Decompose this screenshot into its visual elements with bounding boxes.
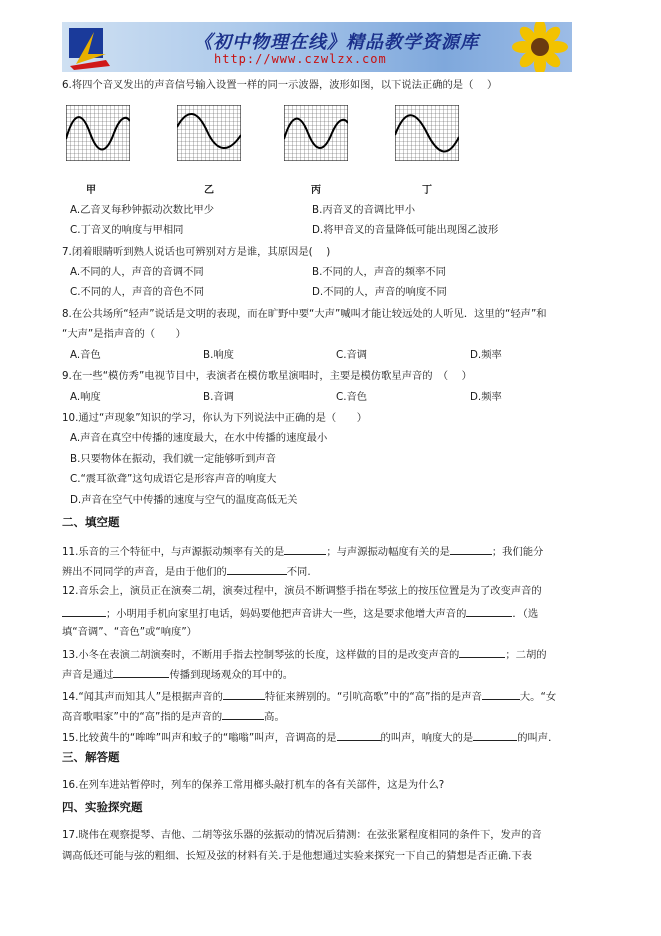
q7-option-a: A.不同的人，声音的音调不同 xyxy=(70,266,204,278)
q9-option-d: D.频率 xyxy=(470,391,502,403)
q12-line1: 12.音乐会上，演员正在演奏二胡，演奏过程中，演员不断调整手指在琴弦上的按压位置是为了改变声音的 xyxy=(62,585,542,597)
q15-text-2: 的叫声，响度大的是 xyxy=(380,732,474,744)
q13-text-2: ；二胡的 xyxy=(505,649,547,661)
waveform-ding xyxy=(395,105,459,161)
label-bing: 丙 xyxy=(311,185,321,196)
q10-option-c: C.“震耳欲聋”这句成语它是形容声音的响度大 xyxy=(70,473,277,485)
q9-stem: 9.在一些“模仿秀”电视节目中，表演者在模仿歌星演唱时，主要是模仿歌星声音的 （ ） xyxy=(62,370,472,382)
q13-text-4: 传播到现场观众的耳中的。 xyxy=(169,669,294,681)
q6-option-d: D.将甲音叉的音量降低可能出现图乙波形 xyxy=(312,224,499,236)
q7-option-d: D.不同的人，声音的响度不同 xyxy=(312,286,447,298)
q14-line2 xyxy=(62,708,285,724)
q13-text-3: 声音是通过 xyxy=(62,669,114,681)
q12-text-1: ；小明用手机向家里打电话，妈妈要他把声音讲大一些，这是要求他增大声音的 xyxy=(106,608,467,620)
label-ding: 丁 xyxy=(422,185,432,196)
q13-text-1: 13.小冬在表演二胡演奏时，不断用手指去控制琴弦的长度，这样做的目的是改变声音的 xyxy=(62,649,460,661)
q17-line1: 17.晓伟在观察提琴、吉他、二胡等弦乐器的弦振动的情况后猜测：在弦张紧程度相同的条件下，发声的音 xyxy=(62,829,542,841)
q13-line2 xyxy=(62,666,293,682)
q15-blank-1 xyxy=(337,729,381,741)
q11-line2 xyxy=(62,563,311,579)
q11-blank-2 xyxy=(450,543,492,555)
q11-line1 xyxy=(62,543,543,559)
q7-option-b: B.不同的人，声音的频率不同 xyxy=(312,266,446,278)
q8-stem-line2: “大声”是指声音的（ ） xyxy=(62,328,186,340)
q11-blank-1 xyxy=(284,543,326,555)
q8-option-d: D.频率 xyxy=(470,349,502,361)
waveform-yi xyxy=(177,105,241,161)
q12-blank-1 xyxy=(62,605,106,617)
q13-line1 xyxy=(62,646,547,662)
q8-option-a: A.音色 xyxy=(70,349,101,361)
q14-text-3: 大。“女 xyxy=(519,691,557,703)
section-heading-answer: 三、解答题 xyxy=(62,750,120,764)
banner-title: 《初中物理在线》精品教学资源库 xyxy=(194,32,479,53)
q9-option-a: A.响度 xyxy=(70,391,101,403)
q15-text-1: 15.比较黄牛的“哞哞”叫声和蚊子的“嗡嗡”叫声，音调高的是 xyxy=(62,732,337,744)
q9-option-c: C.音色 xyxy=(336,391,368,403)
q14-text-1: 14.“闻其声而知其人”是根据声音的 xyxy=(62,691,223,703)
label-jia: 甲 xyxy=(86,185,96,196)
q12-line2 xyxy=(62,605,538,621)
waveform-bing xyxy=(284,105,348,161)
q7-option-c: C.不同的人，声音的音色不同 xyxy=(70,286,205,298)
q8-option-b: B.响度 xyxy=(203,349,234,361)
q13-blank-1 xyxy=(459,646,505,658)
q11-blank-3 xyxy=(227,563,287,575)
q13-blank-2 xyxy=(113,666,169,678)
section-heading-experiment: 四、实验探究题 xyxy=(62,800,143,814)
q12-text-2: ．（选 xyxy=(512,608,539,620)
q15-line xyxy=(62,729,558,745)
q11-text-1: 11.乐音的三个特征中，与声源振动频率有关的是 xyxy=(62,546,285,558)
q15-blank-2 xyxy=(473,729,517,741)
q8-option-c: C.音调 xyxy=(336,349,368,361)
q12-line3: 填“音调”、“音色”或“响度”） xyxy=(62,626,197,638)
q7-stem: 7.闭着眼睛听到熟人说话也可辨别对方是谁，其原因是( ) xyxy=(62,246,331,258)
q9-option-b: B.音调 xyxy=(203,391,234,403)
q6-stem: 6.将四个音叉发出的声音信号输入设置一样的同一示波器，波形如图，以下说法正确的是（ ） xyxy=(62,79,498,91)
q14-text-2: 特征来辨别的。“引吭高歌”中的“高”指的是声音 xyxy=(264,691,482,703)
q14-text-4: 高音歌唱家”中的“高”指的是声音的 xyxy=(62,711,223,723)
q14-line1 xyxy=(62,688,556,704)
q10-option-d: D.声音在空气中传播的速度与空气的温度高低无关 xyxy=(70,494,298,506)
label-yi: 乙 xyxy=(204,185,214,196)
q6-option-b: B.丙音叉的音调比甲小 xyxy=(312,204,416,216)
q6-option-c: C.丁音叉的响度与甲相同 xyxy=(70,224,184,236)
q11-text-3: ；我们能分 xyxy=(491,546,544,558)
waveform-jia xyxy=(66,105,130,161)
section-heading-fill-in: 二、填空题 xyxy=(62,515,120,529)
q8-stem-line1: 8.在公共场所“轻声”说话是文明的表现，而在旷野中要“大声”喊叫才能让较远处的人听见．这里的“轻声”和 xyxy=(62,308,547,320)
q11-text-5: 不同. xyxy=(286,566,311,578)
q17-line2: 调高低还可能与弦的粗细、长短及弦的材料有关.于是他想通过实验来探究一下自己的猜想是否正确.下表 xyxy=(62,850,532,862)
q14-blank-1 xyxy=(223,688,265,700)
q10-option-b: B.只要物体在振动，我们就一定能够听到声音 xyxy=(70,453,276,465)
q10-option-a: A.声音在真空中传播的速度最大，在水中传播的速度最小 xyxy=(70,432,328,444)
q11-text-2: ；与声源振动幅度有关的是 xyxy=(326,546,450,558)
q14-blank-2 xyxy=(482,688,520,700)
q10-stem: 10.通过“声现象”知识的学习，你认为下列说法中正确的是（ ） xyxy=(62,412,368,424)
q14-blank-3 xyxy=(222,708,264,720)
q11-text-4: 辨出不同同学的声音，是由于他们的 xyxy=(62,566,227,578)
banner-url: http://www.czwlzx.com xyxy=(214,52,387,66)
q6-option-a: A.乙音叉每秒钟振动次数比甲少 xyxy=(70,204,214,216)
q16-stem: 16.在列车进站暂停时，列车的保养工常用榔头敲打机车的各有关部件，这是为什么? xyxy=(62,779,445,791)
q14-text-5: 高。 xyxy=(264,711,285,723)
q12-blank-2 xyxy=(466,605,512,617)
q15-text-3: 的叫声． xyxy=(517,732,559,744)
